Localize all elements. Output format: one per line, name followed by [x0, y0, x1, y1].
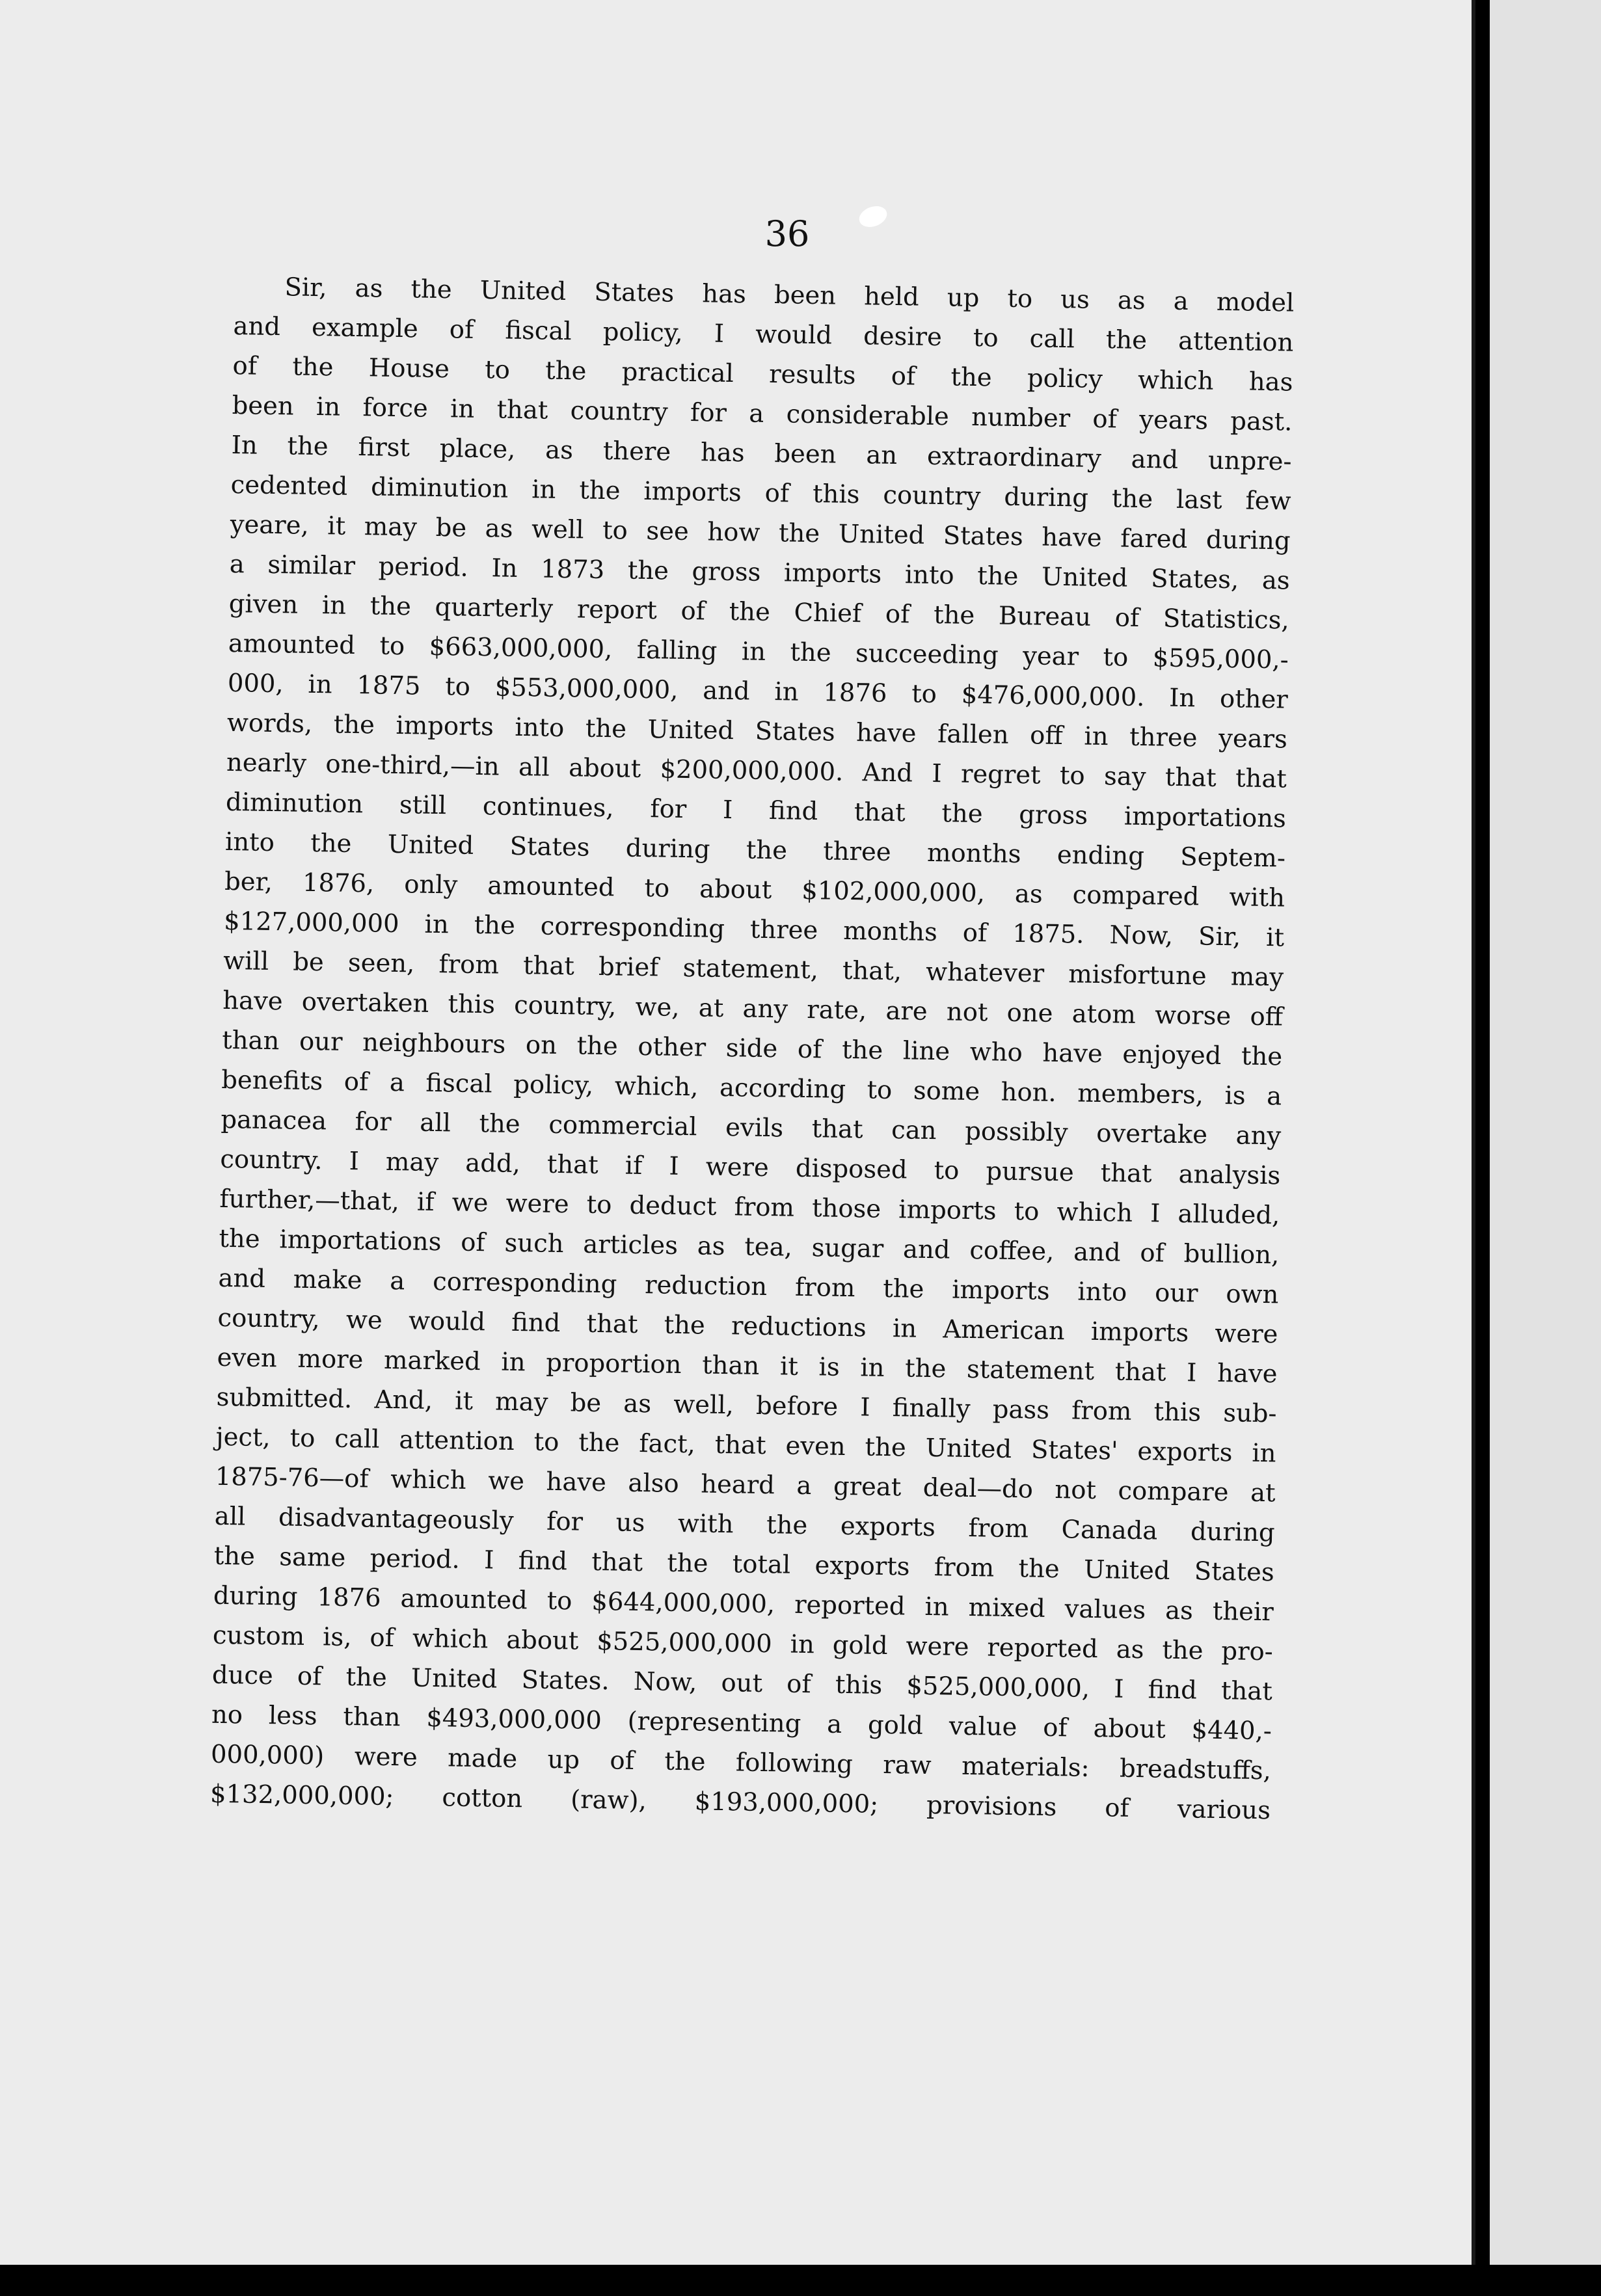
text-line: country, we would find that the reductions in American imports were: [217, 1303, 1278, 1350]
text-line: given in the quarterly report of the Chief of the Bureau of Statistics,: [228, 589, 1290, 635]
text-line: during 1876 amounted to $644,000,000, reported in mixed values as their: [213, 1581, 1274, 1627]
text-line: 000, in 1875 to $553,000,000, and in 1876 to $476,000,000. In other: [227, 668, 1289, 715]
text-line: words, the imports into the United States have fallen off in three years: [226, 708, 1288, 754]
text-line: have overtaken this country, we, at any rate, are not one atom worse off: [222, 985, 1284, 1032]
text-line: all disadvantageously for us with the exports from Canada during: [214, 1501, 1275, 1548]
text-line: been in force in that country for a considerable number of years past.: [232, 390, 1293, 437]
text-line: even more marked in proportion than it is in the statement that I have: [217, 1342, 1278, 1389]
text-line: a similar period. In 1873 the gross imports into the United States, as: [229, 549, 1290, 596]
text-line: duce of the United States. Now, out of this $525,000,000, I find that: [211, 1660, 1273, 1707]
text-line: 1875-76—of which we have also heard a great deal—do not compare at: [215, 1462, 1276, 1508]
text-line: diminution still continues, for I find that the gross importations: [225, 787, 1287, 834]
text-line: nearly one-third,—in all about $200,000,000. And I regret to say that that: [226, 747, 1287, 794]
text-line: 000,000) were made up of the following raw materials: breadstuffs,: [210, 1739, 1272, 1786]
text-line: the importations of such articles as tea, sugar and coffee, and of bullion,: [219, 1223, 1280, 1270]
text-line: benefits of a fiscal policy, which, according to some hon. members, is a: [221, 1065, 1282, 1112]
page-number: 36: [764, 213, 810, 254]
text-line: of the House to the practical results of the policy which has: [232, 351, 1293, 397]
text-line: the same period. I find that the total exports from the United States: [213, 1541, 1275, 1588]
text-line: ject, to call attention to the fact, that even the United States' exports in: [215, 1422, 1276, 1469]
text-line: $132,000,000; cotton (raw), $193,000,000; provisions of various: [209, 1779, 1271, 1826]
text-line: yeare, it may be as well to see how the United States have fared during: [230, 509, 1291, 556]
text-line: into the United States during the three months ending Septem-: [224, 827, 1286, 874]
text-line: no less than $493,000,000 (representing a gold value of about $440,-: [211, 1700, 1272, 1746]
text-line: and make a corresponding reduction from the imports into our own: [218, 1263, 1279, 1310]
text-line: submitted. And, it may be as well, before I finally pass from this sub-: [216, 1382, 1277, 1429]
body-text: [210, 267, 1295, 1830]
text-line: and example of fiscal policy, I would desire to call the attention: [233, 311, 1294, 358]
text-line: In the first place, as there has been an extraordinary and unpre-: [231, 430, 1292, 477]
scan-border: [0, 2265, 1601, 2296]
text-line: panacea for all the commercial evils that can possibly overtake any: [221, 1104, 1282, 1151]
facing-page-edge: [1490, 0, 1601, 2296]
text-line: than our neighbours on the other side of the line who have enjoyed the: [221, 1025, 1283, 1072]
text-line: further,—that, if we were to deduct from those imports to which I alluded,: [219, 1184, 1280, 1231]
paper-speck: [856, 202, 890, 230]
text-line: amounted to $663,000,000, falling in the succeeding year to $595,000,-: [228, 628, 1289, 675]
text-line: country. I may add, that if I were disposed to pursue that analysis: [220, 1144, 1281, 1191]
text-line: $127,000,000 in the corresponding three months of 1875. Now, Sir, it: [223, 906, 1285, 953]
text-line: custom is, of which about $525,000,000 in gold were reported as the pro-: [212, 1620, 1274, 1667]
text-line: cedented diminution in the imports of this country during the last few: [230, 470, 1291, 516]
text-line: Sir, as the United States has been held up to us as a model: [284, 273, 1295, 318]
text-line: ber, 1876, only amounted to about $102,000,000, as compared with: [224, 866, 1285, 913]
text-line: will be seen, from that brief statement, that, whatever misfortune may: [222, 946, 1284, 993]
